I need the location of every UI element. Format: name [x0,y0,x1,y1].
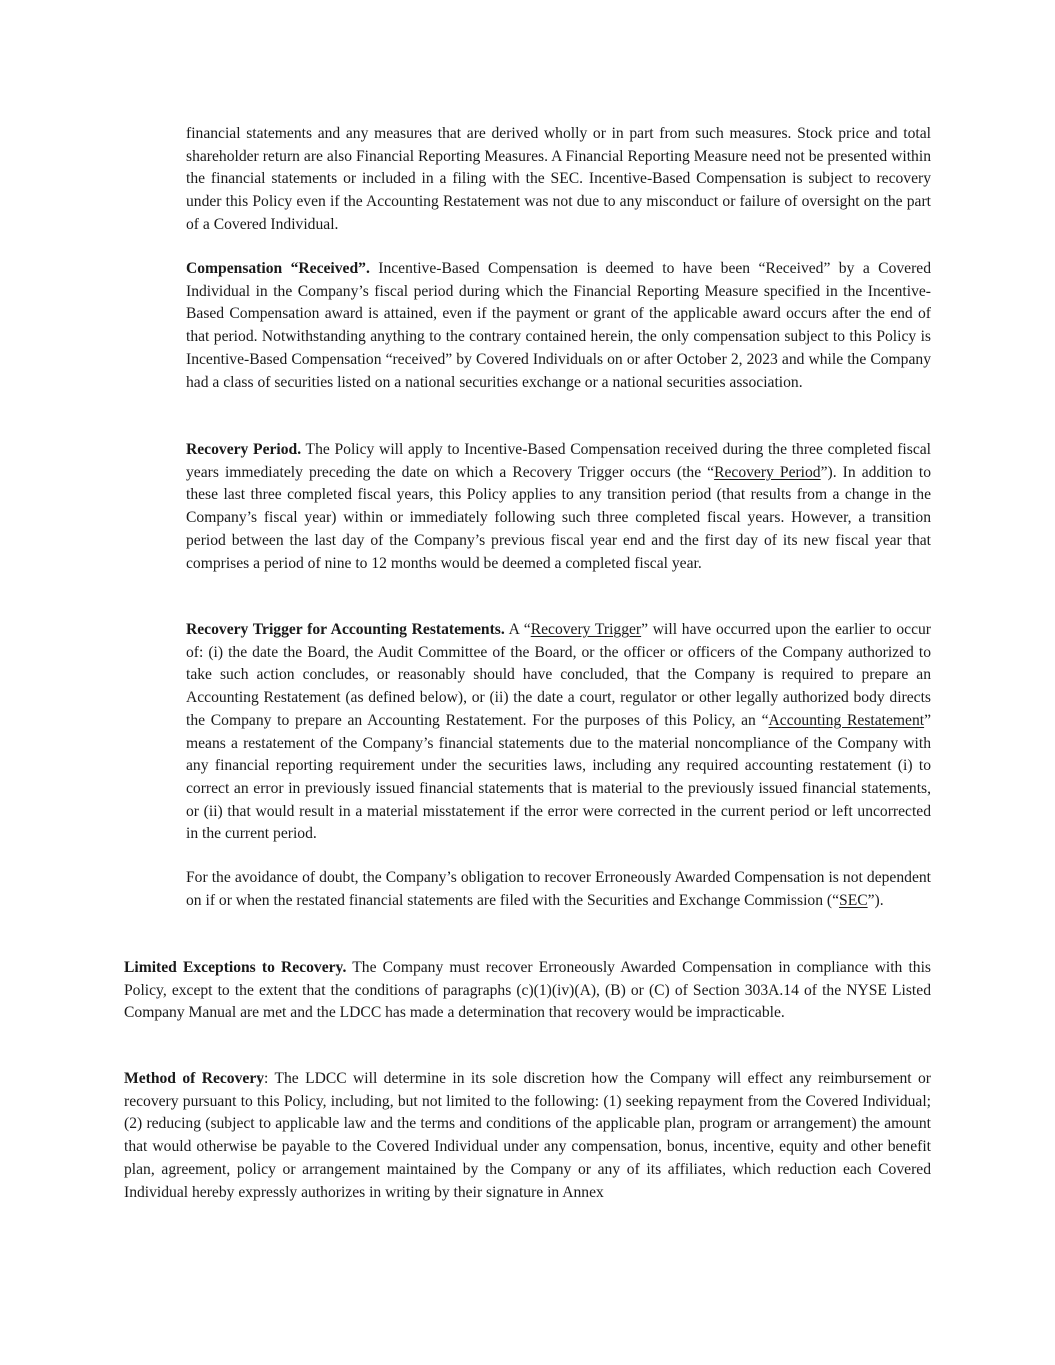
paragraph-method-of-recovery [124,1068,931,1204]
paragraph-text: The Company must recover Erroneously Awarded Compensation in compliance with this Policy, except to the extent that the conditions of paragraphs (c)(1)(iv)(A), (B) or (C) of Section 303A.14 of the NYSE Listed Company Manual are met and the LDCC has made a determination that recovery would be impracticable. [124,959,931,1022]
paragraph-recovery-trigger [186,619,931,846]
defined-term-recovery-trigger: Recovery Trigger [530,621,642,638]
paragraph-avoidance-of-doubt [186,867,931,912]
paragraph-compensation-received [186,258,931,394]
section-heading-limited-exceptions: Limited Exceptions to Recovery. [124,959,347,976]
paragraph-financial-reporting-measures [186,123,931,237]
paragraph-text: A “ [504,621,531,638]
paragraph-text: ”). In addition to these last three completed fiscal years, this Policy applies to any transition period (that results from a change in the Company’s fiscal year) within or immediately following such three completed fiscal years. However, a transition period between the last day of the Company’s previous fiscal year end and the first day of its new fiscal year that comprises a period of nine to 12 months would be deemed a completed fiscal year. [186,463,931,572]
paragraph-text: : The LDCC will determine in its sole discretion how the Company will effect any reimbursement or recovery pursuant to this Policy, including, but not limited to the following: (1) seeking repayment from the Covered Individual; (2) reducing (subject to applicable law and the terms and conditions of the applicable plan, program or arrangement) the amount that would otherwise be payable to the Covered Individual under any compensation, bonus, incentive, equity and other benefit plan, agreement, policy or arrangement maintained by the Company or any of its affiliates, which reduction each Covered Individual hereby expressly authorizes in writing by their signature in Annex [124,1070,931,1201]
paragraph-recovery-period [186,439,931,575]
paragraph-text: The Policy will apply to Incentive-Based Compensation received during the three completed fiscal years immediately preceding the date on which a Recovery Trigger occurs (the “ [186,441,931,481]
paragraph-text: For the avoidance of doubt, the Company’s obligation to recover Erroneously Awarded Compensation is not dependent on if or when the restated financial statements are filed with the Securities and Exchange Commission (“ [186,869,931,909]
defined-term-recovery-period: Recovery Period [714,463,821,481]
paragraph-text: ” will have occurred upon the earlier to occur of: (i) the date the Board, the Audit Committee of the Board, or the officer or officers of the Company authorized to take such action concludes, or reasonably should have concluded, that the Company is required to prepare an Accounting Restatement (as defined below), or (ii) the date a court, regulator or other legally authorized body directs the Company to prepare an Accounting Restatement. For the purposes of this Policy, an “ [186,621,931,729]
paragraph-text: ”). [867,891,884,909]
section-heading-compensation-received: Compensation “Received”. [186,260,370,277]
paragraph-limited-exceptions [124,957,931,1025]
paragraph-text: financial statements and any measures that are derived wholly or in part from such measures. Stock price and total shareholder return are also Financial Reporting Measures. A Financial Reporting Measure need not be presented within the financial statements or included in a filing with the SEC. Incentive-Based Compensation is subject to recovery under this Policy even if the Accounting Restatement was not due to any misconduct or failure of oversight on the part of a Covered Individual. [186,125,931,233]
paragraph-text: ” means a restatement of the Company’s financial statements due to the material noncompliance of the Company with any financial reporting requirement under the securities laws, including any required accounting restatement (i) to correct an error in previously issued financial statements that is material to the previously issued financial statements, or (ii) that would result in a material misstatement if the error were corrected in the current period or left uncorrected in the current period. [186,711,932,843]
defined-term-accounting-restatement: Accounting Restatement [768,711,925,729]
defined-term-sec: SEC [839,891,868,909]
section-heading-recovery-trigger: Recovery Trigger for Accounting Restatements. [186,621,505,638]
paragraph-text: Incentive-Based Compensation is deemed to have been “Received” by a Covered Individual in the Company’s fiscal period during which the Financial Reporting Measure specified in the Incentive-Based Compensation award is attained, even if the payment or grant of the applicable award occurs after the end of that period. Notwithstanding anything to the contrary contained herein, the only compensation subject to this Policy is Incentive-Based Compensation “received” by Covered Individuals on or after October 2, 2023 and while the Company had a class of securities listed on a national securities exchange or a national securities association. [186,260,931,391]
section-heading-recovery-period: Recovery Period. [186,441,302,458]
section-heading-method-of-recovery: Method of Recovery [124,1070,265,1087]
